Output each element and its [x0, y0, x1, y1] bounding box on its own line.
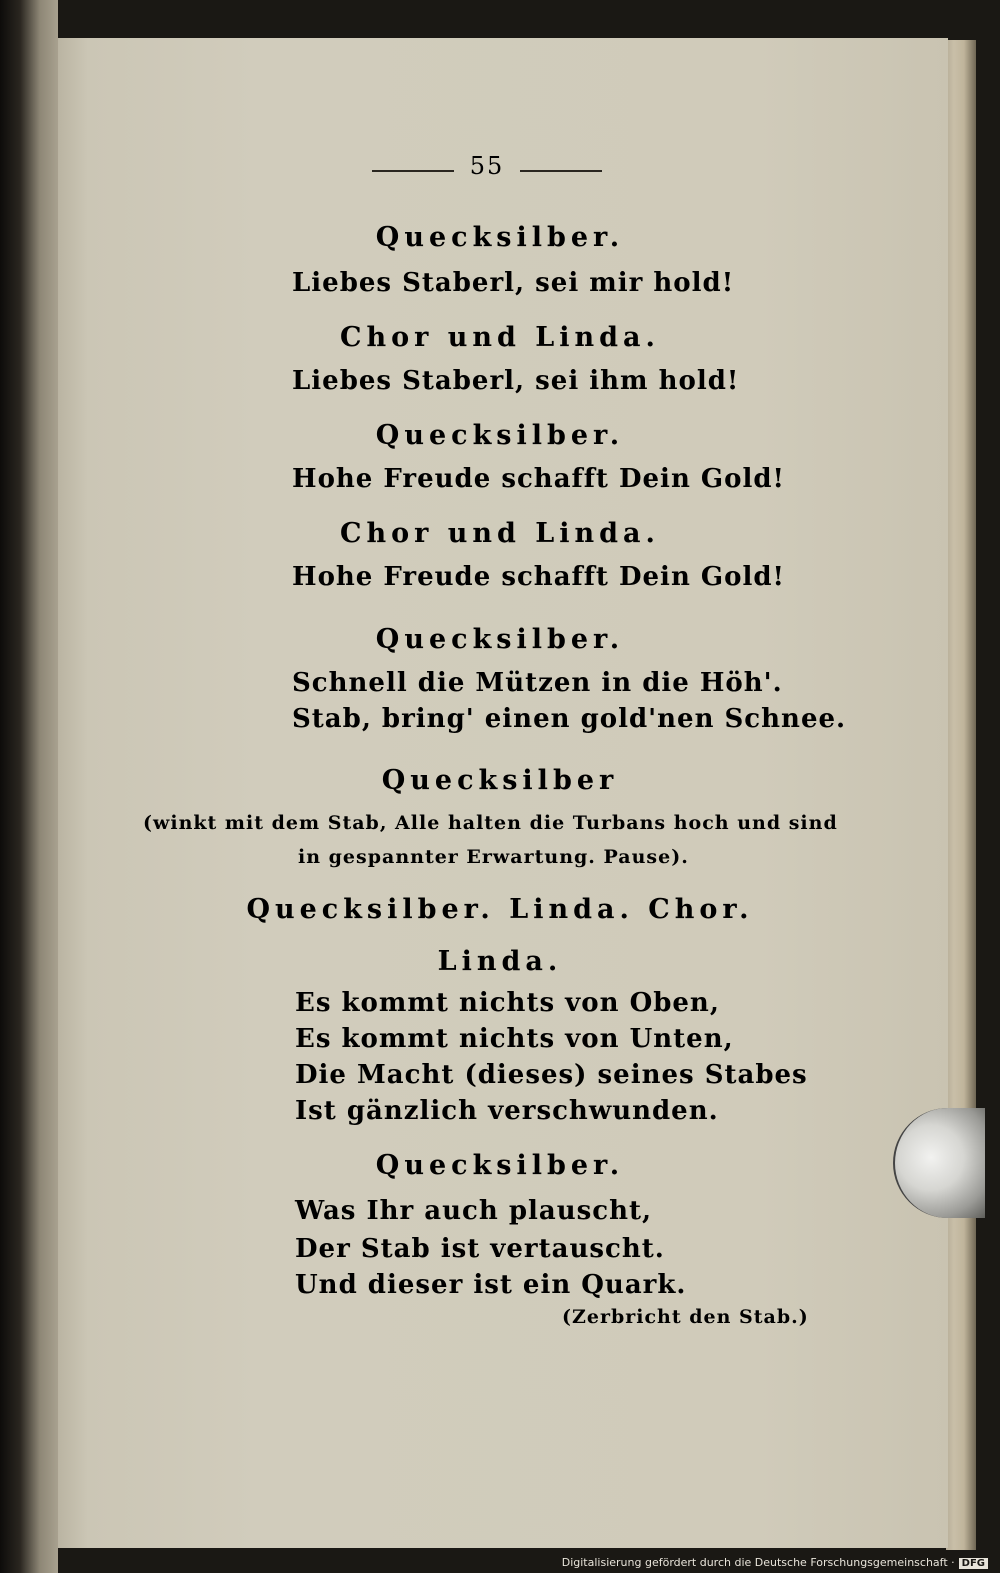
speaker-heading: Quecksilber [381, 765, 619, 796]
speaker-heading: Quecksilber. Linda. Chor. [246, 894, 754, 925]
stage-direction: in gespannter Erwartung. Pause). [298, 846, 689, 868]
digitization-credit [562, 1556, 988, 1569]
verse-line: Was Ihr auch plauscht, [295, 1196, 653, 1226]
speaker-heading: Quecksilber. [375, 1150, 625, 1181]
verse-line: Hohe Freude schafft Dein Gold! [292, 562, 785, 592]
verse-line: Und dieser ist ein Quark. [295, 1270, 687, 1300]
speaker-heading: Chor und Linda. [340, 322, 660, 353]
speaker-heading: Quecksilber. [375, 624, 625, 655]
verse-line: Liebes Staberl, sei ihm hold! [292, 366, 740, 396]
verse-line: Ist gänzlich verschwunden. [295, 1096, 719, 1126]
speaker-heading: Chor und Linda. [340, 518, 660, 549]
speaker-heading: Linda. [437, 946, 563, 977]
dfg-logo: DFG [959, 1558, 988, 1569]
verse-line: Liebes Staberl, sei mir hold! [292, 268, 735, 298]
verse-line: Es kommt nichts von Oben, [295, 988, 720, 1018]
verse-line: Schnell die Mützen in die Höh'. [292, 668, 783, 698]
page-header [372, 152, 602, 188]
verse-line: Die Macht (dieses) seines Stabes [295, 1060, 808, 1090]
verse-line: Hohe Freude schafft Dein Gold! [292, 464, 785, 494]
header-rule-left [372, 170, 454, 172]
speaker-heading: Quecksilber. [375, 420, 625, 451]
verse-line: Es kommt nichts von Unten, [295, 1024, 734, 1054]
stage-direction: (winkt mit dem Stab, Alle halten die Turbans hoch und sind [143, 812, 838, 834]
page-number: 55 [469, 152, 505, 180]
verse-line: Der Stab ist vertauscht. [295, 1234, 665, 1264]
stage-direction: (Zerbricht den Stab.) [562, 1306, 809, 1328]
header-rule-right [520, 170, 602, 172]
speaker-heading: Quecksilber. [375, 222, 625, 253]
verse-line: Stab, bring' einen gold'nen Schnee. [292, 704, 847, 734]
credit-text: Digitalisierung gefördert durch die Deutsche Forschungsgemeinschaft · [561, 1556, 955, 1569]
